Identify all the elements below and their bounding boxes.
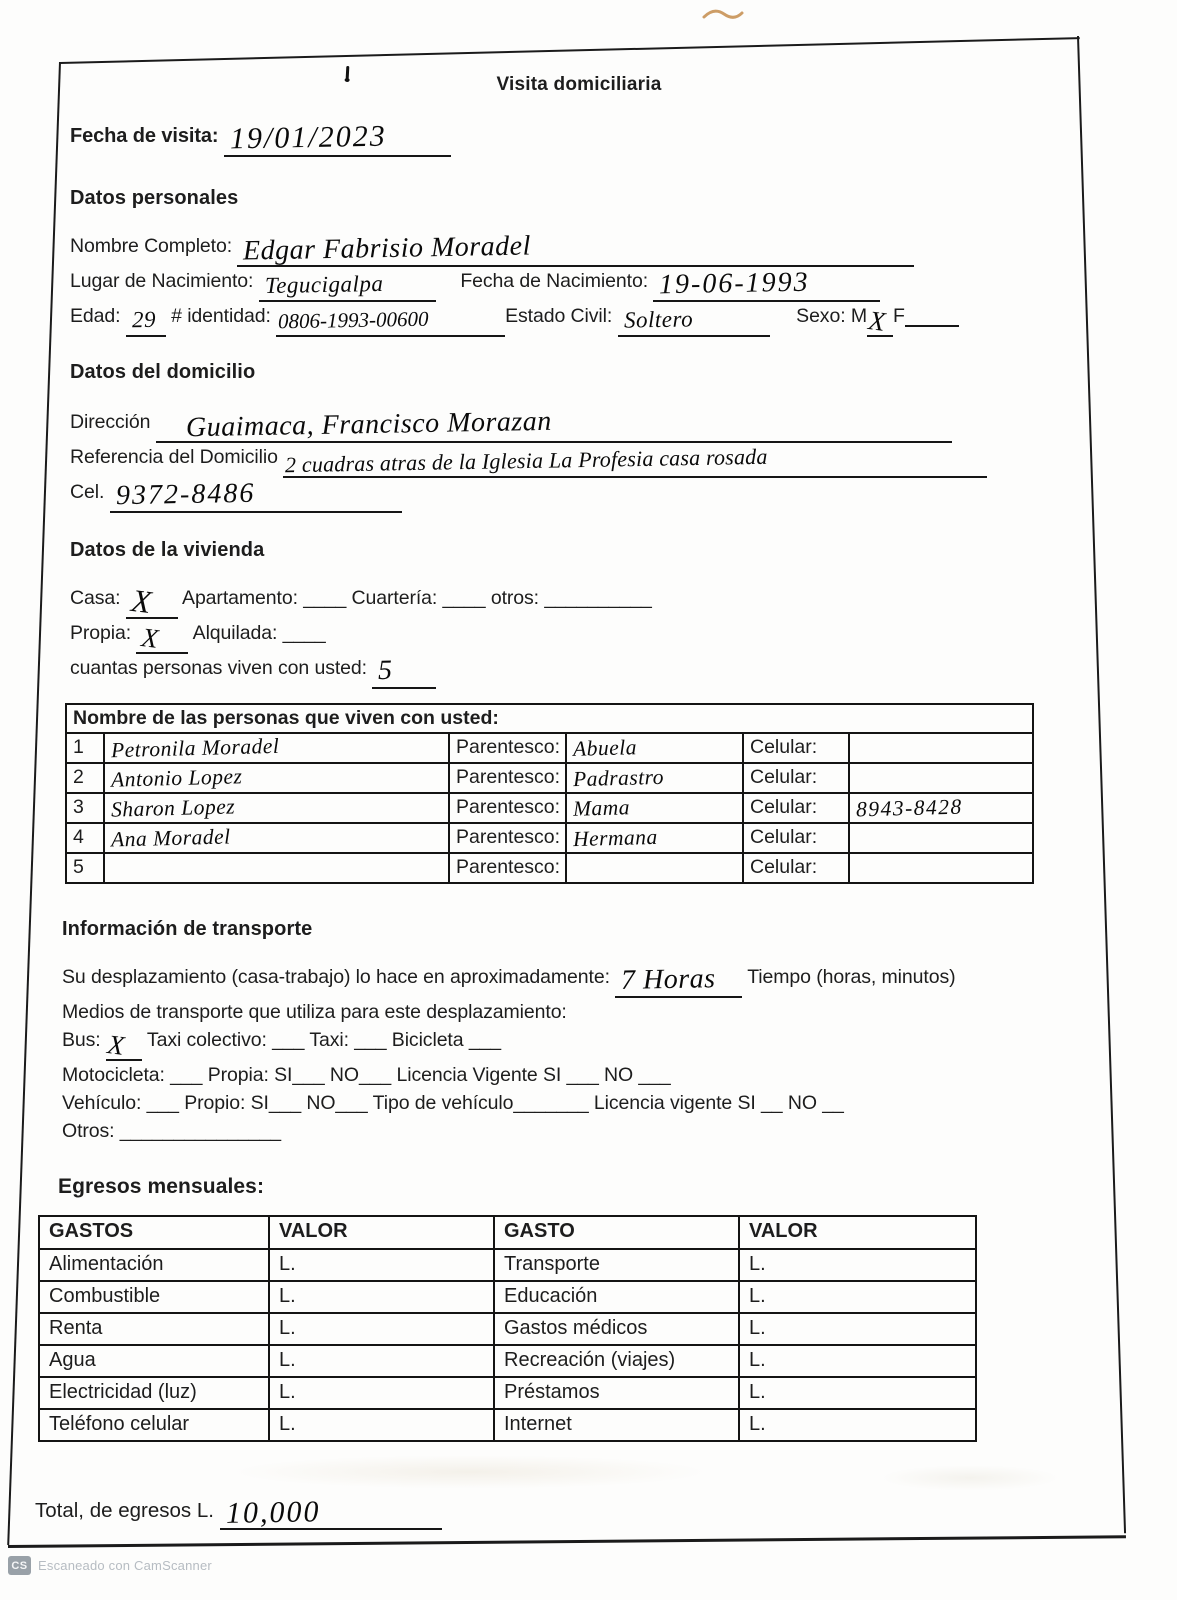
name-value: Ana Moradel: [110, 824, 231, 852]
name-value: Petronila Moradel: [110, 733, 280, 763]
casa-line: [70, 581, 1078, 621]
celular-cell: [850, 824, 1032, 852]
gasto-cell: Gastos médicos: [495, 1314, 740, 1344]
valor-cell: L.: [749, 1317, 766, 1339]
propia-options: Alquilada: ____: [192, 622, 326, 644]
bus-field: [106, 1031, 142, 1061]
commute-suffix: Tiempo (horas, minutos): [747, 966, 956, 988]
age-field: [126, 307, 166, 337]
page-title: Visita domiciliaria: [496, 74, 662, 95]
commute-line: [62, 963, 1078, 998]
parentesco-cell: [567, 794, 744, 822]
vehiculo-line: Vehículo: ___ Propio: SI___ NO___ Tipo de vehículo_______ Licencia vigente SI __ NO __: [62, 1092, 844, 1114]
name-cell: [105, 764, 450, 792]
address-line: [70, 405, 1078, 444]
row-number: 4: [67, 824, 105, 852]
table-row: [67, 792, 1032, 822]
gasto-cell: Internet: [495, 1410, 740, 1440]
parentesco-value: Mama: [572, 795, 631, 821]
commute-field: [615, 963, 742, 998]
valor-cell: L.: [270, 1314, 495, 1344]
birth-date-value: 19-06-1993: [659, 266, 811, 301]
celular-label: Celular:: [744, 764, 850, 792]
cel-value: 9372-8486: [115, 477, 256, 512]
row-number: 3: [67, 794, 105, 822]
valor-cell: L.: [749, 1285, 766, 1307]
section-egresos: Egresos mensuales:: [58, 1175, 265, 1198]
bus-options: Taxi colectivo: ___ Taxi: ___ Bicicleta ___: [146, 1029, 502, 1051]
expenses-header-row: [40, 1217, 975, 1250]
birth-date-label: Fecha de Nacimiento:: [460, 270, 649, 292]
parentesco-label: Parentesco:: [450, 824, 567, 852]
parentesco-label: Parentesco:: [450, 794, 567, 822]
civil-value: Soltero: [623, 306, 693, 333]
watermark-text: Escaneado con CamScanner: [38, 1558, 212, 1573]
table-row: [67, 852, 1032, 882]
row-number: 5: [67, 854, 105, 882]
birth-place-label: Lugar de Nacimiento:: [70, 270, 254, 292]
reference-field: [283, 443, 987, 478]
camscanner-icon: CS: [8, 1556, 31, 1575]
table-row: [40, 1280, 975, 1312]
persons-field: [372, 654, 436, 689]
age-value: 29: [131, 306, 157, 333]
header-gastos: GASTOS: [40, 1217, 270, 1248]
sex-f-label: F: [892, 305, 905, 327]
celular-label: Celular:: [744, 824, 850, 852]
casa-field: [126, 581, 178, 621]
celular-cell: [850, 854, 1032, 882]
sex-m-mark: X: [866, 305, 887, 337]
row-number: 2: [67, 764, 105, 792]
table-row: [67, 762, 1032, 792]
celular-label: Celular:: [744, 854, 850, 882]
propia-line: [70, 619, 1078, 654]
name-value: Sharon Lopez: [110, 794, 236, 822]
commute-value: 7 Horas: [620, 963, 717, 996]
casa-options: Apartamento: ____ Cuartería: ____ otros: __________: [182, 587, 652, 609]
civil-label: Estado Civil:: [505, 305, 613, 327]
reference-line: [70, 443, 1078, 478]
row-number: 1: [67, 734, 105, 762]
birth-place-field: [259, 272, 436, 302]
persons-label: cuantas personas viven con usted:: [70, 657, 367, 679]
bus-label: Bus:: [62, 1029, 101, 1051]
celular-label: Celular:: [744, 734, 850, 762]
gasto-cell: Teléfono celular: [40, 1410, 270, 1440]
section-transporte: Información de transporte: [62, 918, 313, 940]
parentesco-value: Abuela: [572, 735, 638, 761]
gasto-cell: Transporte: [495, 1250, 740, 1280]
gasto-cell: Combustible: [40, 1282, 270, 1312]
age-label: Edad:: [70, 305, 121, 327]
gasto-cell: Préstamos: [495, 1378, 740, 1408]
full-name-line: [70, 232, 1078, 267]
parentesco-value: Padrastro: [572, 764, 665, 792]
parentesco-label: Parentesco:: [450, 854, 567, 882]
civil-field: [618, 307, 770, 337]
casa-mark: X: [129, 581, 154, 621]
id-field: [276, 307, 505, 337]
section-datos-domicilio: Datos del domicilio: [70, 361, 256, 383]
valor-cell: L.: [270, 1250, 495, 1280]
name-cell: [105, 824, 450, 852]
celular-cell: [850, 734, 1032, 762]
address-field: [156, 405, 952, 444]
otros-line: Otros: _______________: [62, 1120, 281, 1142]
propia-mark: X: [140, 622, 161, 654]
section-datos-vivienda: Datos de la vivienda: [70, 539, 265, 561]
valor-cell: L.: [749, 1413, 766, 1435]
form-page: [30, 58, 1078, 1530]
household-table-header: Nombre de las personas que viven con usted:: [67, 705, 1032, 734]
persons-line: [70, 654, 1078, 689]
total-label: Total, de egresos L.: [35, 1499, 214, 1522]
cel-field: [110, 477, 402, 513]
bus-mark: X: [105, 1029, 126, 1061]
sex-m-field: [867, 307, 893, 337]
parentesco-label: Parentesco:: [450, 764, 567, 792]
valor-cell: L.: [749, 1349, 766, 1371]
gasto-cell: Recreación (viajes): [495, 1346, 740, 1376]
header-valor: VALOR: [270, 1217, 495, 1248]
table-row: [40, 1312, 975, 1344]
visit-date-line: [70, 119, 1078, 157]
gasto-cell: Renta: [40, 1314, 270, 1344]
reference-value: 2 cuadras atras de la Iglesia La Profesia casa rosada: [284, 443, 768, 478]
valor-cell: L.: [270, 1282, 495, 1312]
persons-value: 5: [378, 654, 394, 687]
total-line: [35, 1495, 1078, 1530]
table-row: [40, 1408, 975, 1440]
gasto-cell: Alimentación: [40, 1250, 270, 1280]
casa-label: Casa:: [70, 587, 121, 609]
sex-label: Sexo: M: [796, 305, 867, 327]
table-row: [67, 734, 1032, 762]
celular-value: 8943-8428: [855, 794, 964, 822]
valor-cell: L.: [749, 1253, 766, 1275]
name-cell: [105, 734, 450, 762]
valor-cell: L.: [270, 1378, 495, 1408]
commute-label: Su desplazamiento (casa-trabajo) lo hace en aproximadamente:: [62, 966, 610, 988]
id-value: 0806-1993-00600: [277, 306, 429, 334]
name-value: Antonio Lopez: [110, 764, 243, 792]
camscanner-watermark: [8, 1556, 212, 1575]
parentesco-cell: [567, 764, 744, 792]
visit-date-label: Fecha de visita:: [70, 125, 219, 147]
age-id-line: [70, 302, 1078, 337]
parentesco-cell: [567, 824, 744, 852]
birth-line: [70, 267, 1078, 302]
valor-cell: L.: [749, 1381, 766, 1403]
header-gasto: GASTO: [495, 1217, 740, 1248]
celular-cell: [850, 764, 1032, 792]
full-name-field: [237, 230, 914, 267]
table-row: [40, 1344, 975, 1376]
parentesco-cell: [567, 854, 744, 882]
name-cell: [105, 854, 450, 882]
celular-cell: [850, 794, 1032, 822]
full-name-label: Nombre Completo:: [70, 235, 233, 257]
id-label: # identidad:: [171, 305, 271, 327]
gasto-cell: Agua: [40, 1346, 270, 1376]
page-border-bottom: [8, 1535, 1126, 1547]
address-value: Guaimaca, Francisco Morazan: [185, 405, 552, 444]
cel-label: Cel.: [70, 481, 105, 503]
address-label: Dirección: [70, 411, 151, 433]
propia-label: Propia:: [70, 622, 132, 644]
valor-cell: L.: [270, 1410, 495, 1440]
parentesco-label: Parentesco:: [450, 734, 567, 762]
table-row: [40, 1250, 975, 1280]
total-value: 10,000: [225, 1495, 321, 1530]
parentesco-cell: [567, 734, 744, 762]
sex-f-field: [905, 325, 959, 327]
visit-date-field: [224, 119, 451, 157]
medios-line: Medios de transporte que utiliza para este desplazamiento:: [62, 1001, 567, 1023]
celular-label: Celular:: [744, 794, 850, 822]
gasto-cell: Educación: [495, 1282, 740, 1312]
orange-squiggle-artifact: [700, 4, 746, 24]
valor-cell: L.: [270, 1346, 495, 1376]
total-field: [220, 1495, 442, 1530]
visit-date-value: 19/01/2023: [229, 119, 387, 156]
gasto-cell: Electricidad (luz): [40, 1378, 270, 1408]
parentesco-value: Hermana: [572, 824, 659, 852]
name-cell: [105, 794, 450, 822]
section-datos-personales: Datos personales: [70, 187, 239, 209]
birth-date-field: [653, 266, 880, 302]
expenses-table: [38, 1215, 977, 1442]
full-name-value: Edgar Fabrisio Moradel: [243, 230, 532, 267]
table-row: [67, 822, 1032, 852]
header-valor2: VALOR: [749, 1220, 818, 1242]
propia-field: [136, 624, 188, 654]
table-row: [40, 1376, 975, 1408]
moto-line: Motocicleta: ___ Propia: SI___ NO___ Licencia Vigente SI ___ NO ___: [62, 1064, 671, 1086]
page-border-right: [1077, 36, 1126, 1533]
cel-line: [70, 478, 1078, 513]
bus-line: [62, 1026, 1078, 1061]
reference-label: Referencia del Domicilio: [70, 446, 278, 468]
household-table: [65, 703, 1034, 884]
birth-place-value: Tegucigalpa: [264, 270, 384, 299]
